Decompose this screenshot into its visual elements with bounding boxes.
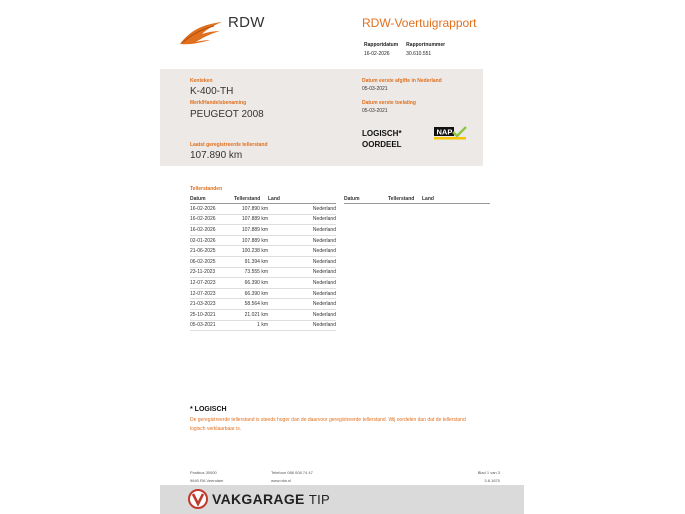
table-header-row	[190, 195, 336, 204]
table-header-row	[344, 195, 490, 204]
cell-tellerstand: 107.889 km	[234, 225, 268, 236]
cell-tellerstand: 66.390 km	[234, 288, 268, 299]
col-datum: Datum	[344, 195, 388, 204]
cell-datum: 16-02-2026	[190, 214, 234, 225]
cell-tellerstand: 58.564 km	[234, 299, 268, 310]
cell-land: Nederland	[268, 309, 336, 320]
cell-datum: 06-02-2025	[190, 256, 234, 267]
cell-tellerstand: 100.238 km	[234, 246, 268, 257]
cell-datum: 21-03-2023	[190, 299, 234, 310]
table-row	[190, 204, 336, 215]
footer-code: 3.6.1670	[484, 478, 500, 483]
kenteken-value: K-400-TH	[190, 86, 234, 97]
report-title: RDW-Voertuigrapport	[362, 16, 477, 30]
cell-datum: 25-10-2021	[190, 309, 234, 320]
vakgarage-logo-icon	[188, 489, 208, 509]
kenteken-label: Kenteken	[190, 78, 213, 84]
eerste-toelating-label: Datum eerste toelating	[362, 100, 416, 106]
odometer-table-continued	[344, 195, 490, 204]
col-tellerstand: Tellerstand	[388, 195, 422, 204]
cell-datum: 12-07-2023	[190, 278, 234, 289]
cell-datum: 23-11-2023	[190, 267, 234, 278]
summary-panel	[160, 69, 483, 166]
eerste-nl-value: 05-03-2021	[362, 86, 388, 92]
cell-tellerstand: 107.889 km	[234, 214, 268, 225]
eerste-toelating-value: 05-03-2021	[362, 108, 388, 114]
table-row	[190, 320, 336, 331]
footer-address-2: 9640 RA Veendam	[190, 478, 224, 483]
cell-datum: 21-06-2025	[190, 246, 234, 257]
table-row	[190, 256, 336, 267]
footnote-text: De geregistreerde tellerstand is steeds hoger dan de daarvoor geregistreerde tellerstand. Wij oordelen dan dat de tellerstand logisch verklaarbaar is.	[190, 417, 466, 432]
table-row	[190, 278, 336, 289]
table-row	[190, 309, 336, 320]
table-row	[190, 267, 336, 278]
table-row	[190, 246, 336, 257]
cell-tellerstand: 91.394 km	[234, 256, 268, 267]
table-row	[190, 288, 336, 299]
cell-land: Nederland	[268, 299, 336, 310]
cell-tellerstand: 1 km	[234, 320, 268, 331]
report-number-label: Rapportnummer	[406, 42, 446, 48]
report-meta	[362, 40, 453, 60]
banner-brand: VAKGARAGE	[212, 491, 305, 507]
col-land: Land	[268, 195, 336, 204]
verdict	[362, 128, 402, 150]
teller-label: Laatst geregistreerde tellerstand	[190, 142, 268, 148]
cell-land: Nederland	[268, 204, 336, 215]
cell-tellerstand: 107.889 km	[234, 235, 268, 246]
cell-land: Nederland	[268, 288, 336, 299]
col-tellerstand: Tellerstand	[234, 195, 268, 204]
cell-datum: 16-02-2026	[190, 204, 234, 215]
cell-tellerstand: 107.890 km	[234, 204, 268, 215]
tellerstanden-title: Tellerstanden	[190, 186, 223, 192]
rdw-logo-icon	[178, 20, 224, 46]
table-row	[190, 299, 336, 310]
eerste-nl-label: Datum eerste afgifte in Nederland	[362, 78, 442, 84]
merk-value: PEUGEOT 2008	[190, 109, 264, 120]
cell-land: Nederland	[268, 235, 336, 246]
table-row	[190, 225, 336, 236]
banner-tip: TIP	[308, 492, 330, 507]
col-land: Land	[422, 195, 490, 204]
report-date-label: Rapportdatum	[364, 42, 399, 48]
cell-datum: 16-02-2026	[190, 225, 234, 236]
cell-datum: 12-07-2023	[190, 288, 234, 299]
table-row	[190, 235, 336, 246]
cell-datum: 05-03-2021	[190, 320, 234, 331]
nap-text: NAP	[436, 127, 453, 137]
footnote-title: * LOGISCH	[190, 406, 227, 413]
cell-datum: 02-01-2026	[190, 235, 234, 246]
cell-land: Nederland	[268, 256, 336, 267]
cell-land: Nederland	[268, 214, 336, 225]
table-row	[190, 214, 336, 225]
odometer-table	[190, 195, 336, 331]
report-date: 16-02-2026	[364, 51, 390, 57]
vakgarage-banner[interactable]	[160, 485, 524, 514]
cell-land: Nederland	[268, 267, 336, 278]
nap-logo-icon	[434, 126, 468, 145]
cell-land: Nederland	[268, 320, 336, 331]
merk-label: Merk/Handelsbenaming	[190, 100, 247, 106]
cell-tellerstand: 21.021 km	[234, 309, 268, 320]
cell-tellerstand: 66.390 km	[234, 278, 268, 289]
footer-phone: Telefoon 088 008 74 47	[271, 470, 313, 475]
brand-name: RDW	[228, 14, 265, 31]
teller-value: 107.890 km	[190, 150, 243, 161]
report-number: 30.610.551	[406, 51, 432, 57]
cell-land: Nederland	[268, 225, 336, 236]
footer-address-1: Postbus 30000	[190, 470, 217, 475]
banner-text	[212, 491, 330, 507]
footer-website: www.rdw.nl	[271, 478, 292, 483]
cell-tellerstand: 73.555 km	[234, 267, 268, 278]
col-datum: Datum	[190, 195, 234, 204]
verdict-line1: LOGISCH*	[362, 129, 402, 138]
cell-land: Nederland	[268, 246, 336, 257]
footer-page: Blad 1 van 3	[477, 470, 500, 475]
cell-land: Nederland	[268, 278, 336, 289]
verdict-line2: OORDEEL	[362, 140, 402, 149]
